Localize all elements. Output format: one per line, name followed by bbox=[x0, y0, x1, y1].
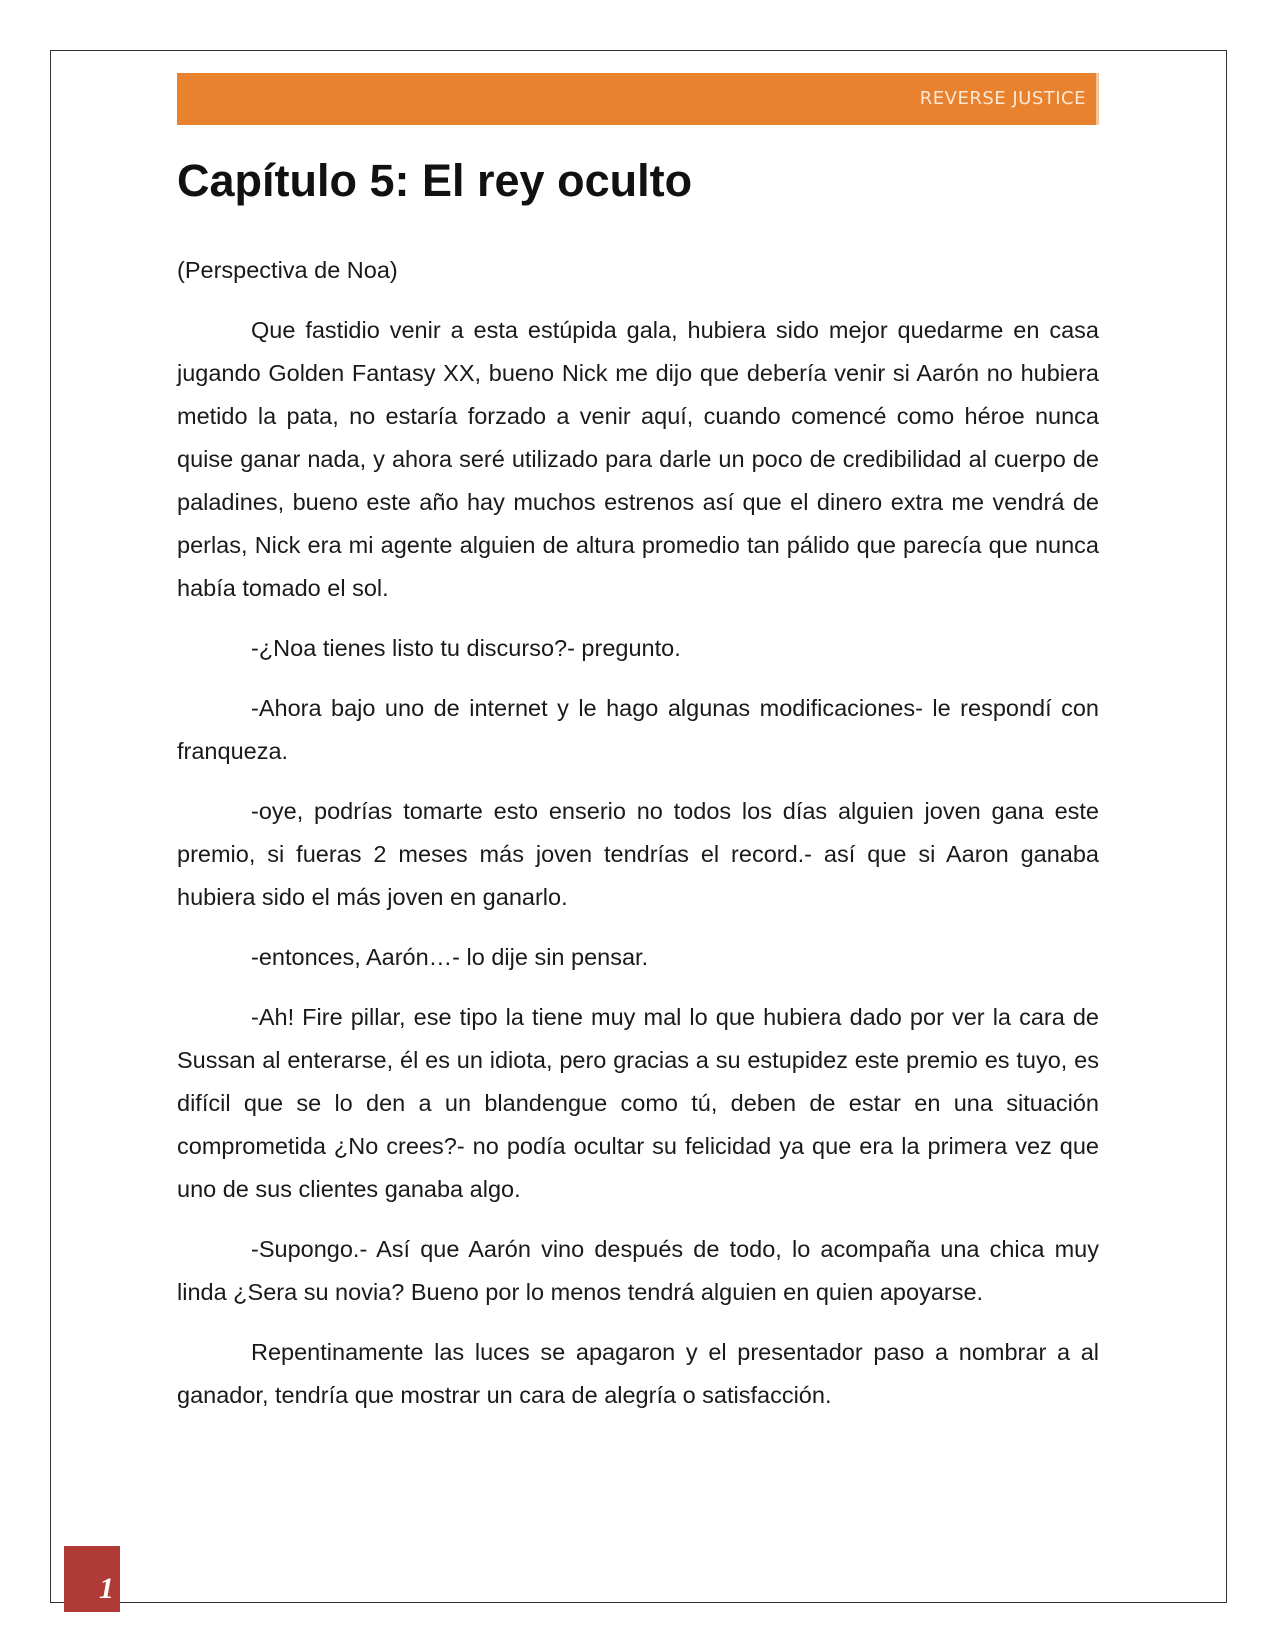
page-number-box bbox=[64, 1546, 120, 1612]
paragraph: -oye, podrías tomarte esto enserio no todos los días alguien joven gana este premio, si fueras 2 meses más joven tendrías el record.- así que si Aaron ganaba hubiera sido el más joven en ganarlo. bbox=[177, 798, 1099, 910]
paragraph: -¿Noa tienes listo tu discurso?- pregunto. bbox=[251, 635, 681, 661]
paragraph: -entonces, Aarón…- lo dije sin pensar. bbox=[251, 944, 649, 970]
page-number: 1 bbox=[99, 1572, 114, 1605]
header-bar bbox=[177, 73, 1099, 125]
paragraph: -Ahora bajo uno de internet y le hago algunas modificaciones- le respondí con franqueza. bbox=[177, 695, 1099, 764]
paragraph: -Ah! Fire pillar, ese tipo la tiene muy mal lo que hubiera dado por ver la cara de Sussan al enterarse, él es un idiota, pero gracias a su estupidez este premio es tuyo, es difícil que se lo den a un blandengue como tú, deben de estar en una situación comprometida ¿No crees?- no podía ocultar su felicidad ya que era la primera vez que uno de sus clientes ganaba algo. bbox=[177, 1004, 1099, 1202]
paragraph: Que fastidio venir a esta estúpida gala, hubiera sido mejor quedarme en casa jugando Golden Fantasy XX, bueno Nick me dijo que debería venir si Aarón no hubiera metido la pata, no estaría forzado a venir aquí, cuando comencé como héroe nunca quise ganar nada, y ahora seré utilizado para darle un poco de credibilidad al cuerpo de paladines, bueno este año hay muchos estrenos así que el dinero extra me vendrá de perlas, Nick era mi agente alguien de altura promedio tan pálido que parecía que nunca había tomado el sol. bbox=[177, 317, 1099, 601]
chapter-title: Capítulo 5: El rey oculto bbox=[177, 155, 693, 206]
paragraph: -Supongo.- Así que Aarón vino después de todo, lo acompaña una chica muy linda ¿Sera su novia? Bueno por lo menos tendrá alguien en quien apoyarse. bbox=[177, 1236, 1099, 1305]
perspective-line: (Perspectiva de Noa) bbox=[177, 257, 398, 283]
header-title: REVERSE JUSTICE bbox=[919, 88, 1086, 109]
header-bar-edge bbox=[1096, 73, 1099, 125]
paragraph: Repentinamente las luces se apagaron y el presentador paso a nombrar a al ganador, tendría que mostrar un cara de alegría o satisfacción. bbox=[177, 1339, 1099, 1408]
document-body bbox=[177, 150, 1099, 1434]
